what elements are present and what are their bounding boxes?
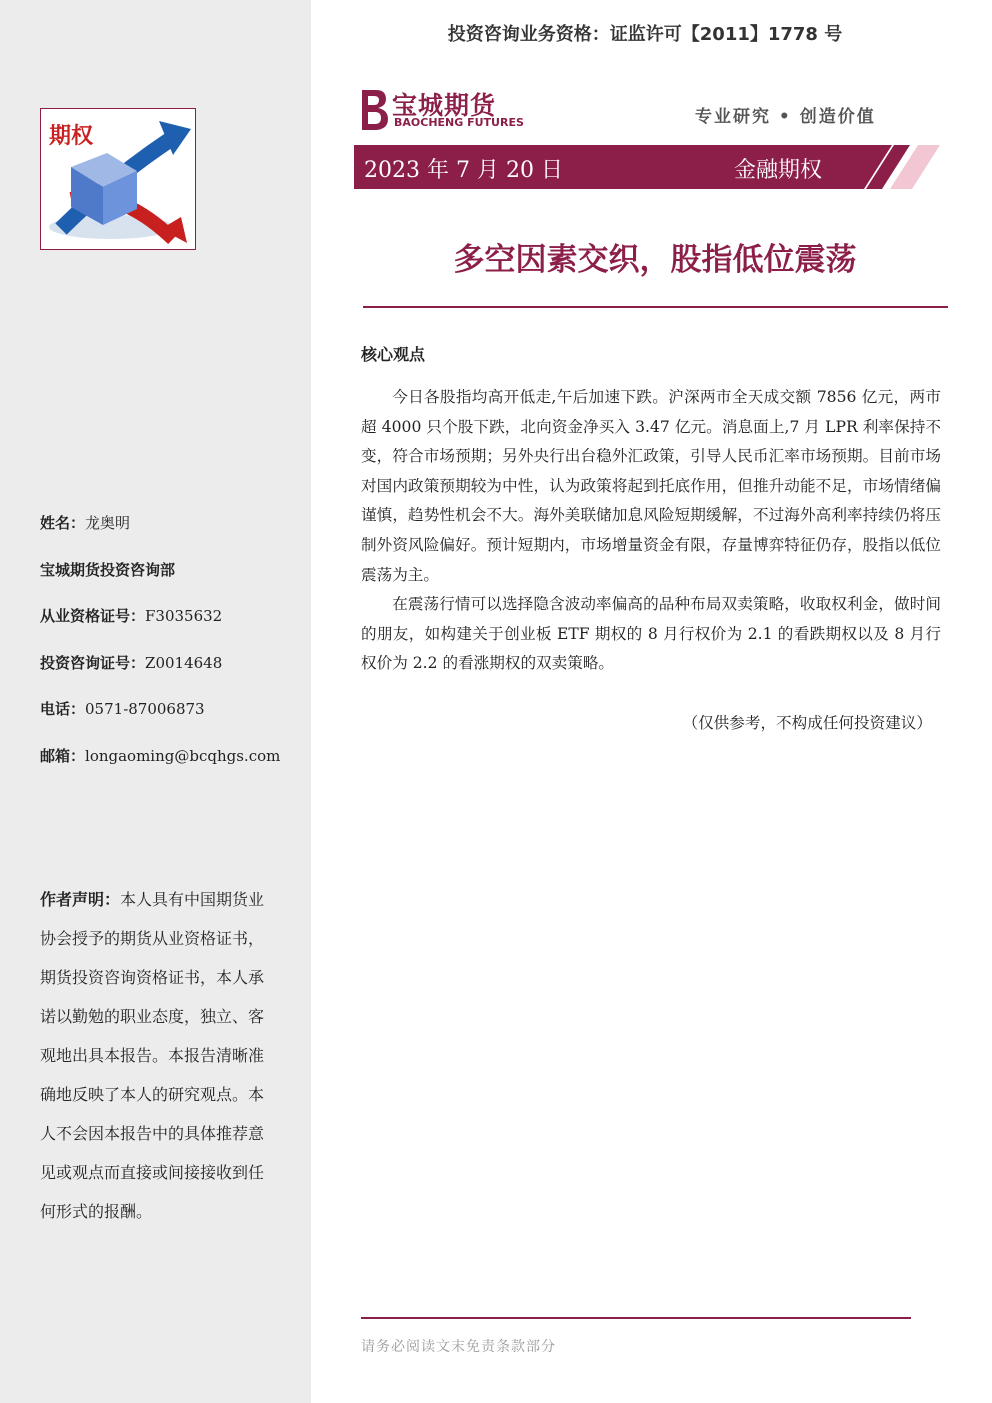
email-value[interactable]: longaoming@bcqhgs.com bbox=[85, 747, 281, 765]
license-value: F3035632 bbox=[145, 607, 223, 625]
license-label: 从业资格证号： bbox=[40, 607, 146, 625]
author-name bbox=[40, 512, 130, 533]
title-divider bbox=[363, 306, 948, 308]
report-date: 2023 年 7 月 20 日 bbox=[364, 158, 563, 183]
department-label: 宝城期货投资咨询部 bbox=[40, 561, 176, 579]
date-banner bbox=[354, 145, 899, 189]
footer-divider bbox=[361, 1317, 911, 1319]
phone bbox=[40, 698, 205, 719]
brand-name-cn: 宝城期货 bbox=[392, 91, 497, 120]
consult-label: 投资咨询证号： bbox=[40, 654, 146, 672]
report-title: 多空因素交织，股指低位震荡 bbox=[453, 242, 857, 278]
brand-b-icon bbox=[356, 86, 390, 132]
declaration-text: 本人具有中国期货业协会授予的期货从业资格证书，期货投资咨询资格证书，本人承诺以勤勉的职业态度，独立、客观地出具本报告。本报告清晰准确地反映了本人的研究观点。本人不会因本报告中的具体推荐意见或观点而直接或间接接收到任何形式的报酬。 bbox=[40, 890, 265, 1221]
body-paragraph-2: 在震荡行情可以选择隐含波动率偏高的品种布局双卖策略，收取权利金，做时间的朋友，如构建关于创业板 ETF 期权的 8 月行权价为 2.1 的看跌期权以及 8 月行权价为 2.2 的看涨期权的双卖策略。 bbox=[361, 595, 941, 673]
brand-name-en: BAOCHENG FUTURES bbox=[394, 116, 524, 129]
core-view-heading: 核心观点 bbox=[361, 345, 426, 364]
body-paragraph-1: 今日各股指均高开低走,午后加速下跌。沪深两市全天成交额 7856 亿元，两市超 4000 只个股下跌，北向资金净买入 3.47 亿元。消息面上,7 月 LPR 利率保持不变，符合市场预期；另外央行出台稳外汇政策，引导人民币汇率市场预期。目前市场对国内政策预期较为中性，认为政策将起到托底作用，但推升动能不足，市场情绪偏谨慎，趋势性机会不大。海外美联储加息风险短期缓解，不过海外高利率持续仍将压制外资风险偏好。预计短期内，市场增量资金有限，存量博弈特征仍存，股指以低位震荡为主。 bbox=[361, 388, 941, 584]
phone-label: 电话： bbox=[40, 700, 86, 718]
disclaimer: （仅供参考，不构成任何投资建议） bbox=[682, 714, 932, 732]
footer-note: 请务必阅读文末免责条款部分 bbox=[361, 1339, 556, 1355]
brand-logo bbox=[356, 86, 536, 132]
logo-cube-text: UP bbox=[141, 165, 163, 187]
report-category: 金融期权 bbox=[734, 158, 823, 183]
report-body bbox=[361, 383, 941, 679]
name-value: 龙奥明 bbox=[85, 514, 131, 532]
author-declaration bbox=[40, 880, 272, 1231]
declaration-label: 作者声明： bbox=[40, 890, 121, 909]
phone-value: 0571-87006873 bbox=[85, 700, 205, 718]
name-label: 姓名： bbox=[40, 514, 86, 532]
email bbox=[40, 745, 280, 766]
logo-down-text: DO bbox=[158, 200, 178, 221]
consult-number bbox=[40, 652, 222, 673]
slogan: 专业研究 • 创造价值 bbox=[695, 107, 876, 127]
department bbox=[40, 559, 175, 580]
sidebar bbox=[0, 0, 311, 1403]
logo-label: 期权 bbox=[49, 124, 94, 149]
license-number bbox=[40, 605, 222, 626]
consult-value: Z0014648 bbox=[145, 654, 223, 672]
email-label: 邮箱： bbox=[40, 747, 86, 765]
options-logo bbox=[40, 108, 196, 250]
certification-line: 投资咨询业务资格：证监许可【2011】1778 号 bbox=[447, 24, 843, 45]
